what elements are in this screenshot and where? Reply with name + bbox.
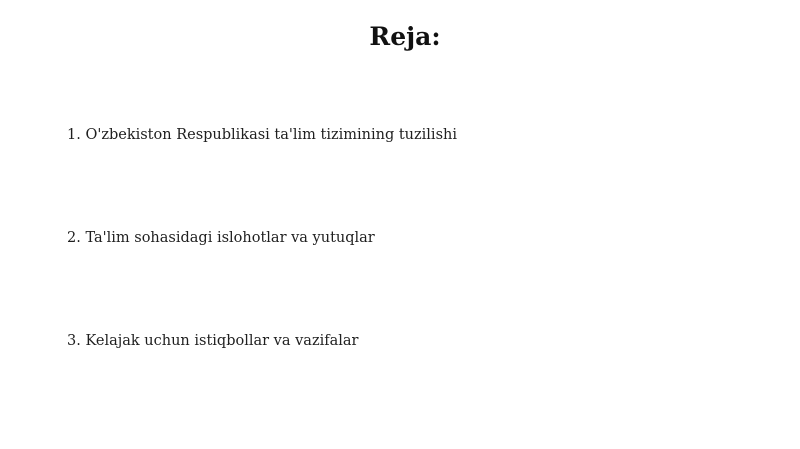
slide-title: Reja: <box>369 22 441 51</box>
plan-item-3: 3. Kelajak uchun istiqbollar va vazifalar <box>67 333 359 349</box>
plan-item-2: 2. Ta'lim sohasidagi islohotlar va yutuqlar <box>67 230 375 246</box>
plan-item-1: 1. O'zbekiston Respublikasi ta'lim tizimining tuzilishi <box>67 127 457 143</box>
